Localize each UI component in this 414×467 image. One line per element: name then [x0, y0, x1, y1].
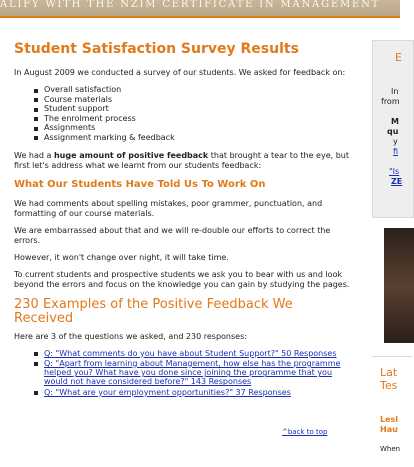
sidebar-text-fragment: In — [391, 87, 399, 96]
latest-heading-fragment: Tes — [380, 379, 398, 392]
work-paragraph-4: To current students and prospective students we ask you to bear with us and look beyond the errors and focus on the knowledge you can gain by studying the pages. — [14, 269, 350, 289]
work-paragraph-3: However, it won't change over night, it will take time. — [14, 252, 229, 262]
list-item — [14, 349, 354, 358]
list-item: The enrolment process — [14, 114, 354, 124]
list-item: Overall satisfaction — [14, 85, 354, 95]
feedback-post: that brought a tear to the eye, but first let's address what we learnt from our students feedback: — [14, 150, 349, 170]
question-link-employment[interactable]: Q: "What are your employment opportunities?" 37 Responses — [44, 387, 291, 397]
work-on-heading: What Our Students Have Told Us To Work On — [14, 178, 266, 190]
intro-text: In August 2009 we conducted a survey of our students. We asked for feedback on: — [14, 68, 346, 77]
sidebar-link-fragment[interactable]: ZE — [391, 177, 403, 186]
list-item: Assignment marking & feedback — [14, 133, 354, 143]
positive-feedback-heading: 230 Examples of the Positive Feedback We Received — [14, 296, 293, 326]
back-to-top-link[interactable]: ^back to top — [282, 428, 328, 436]
header-banner — [0, 0, 400, 18]
sidebar-text-fragment: from — [381, 97, 400, 106]
sidebar-text-fragment: M — [391, 117, 399, 126]
latest-text-fragment: When — [380, 445, 401, 453]
feedback-pre: We had a — [14, 150, 54, 160]
sidebar-link-fragment[interactable]: fi — [393, 147, 399, 156]
sidebar-latest-panel — [372, 356, 412, 467]
sidebar-photo — [384, 228, 414, 343]
questions-intro: Here are 3 of the questions we asked, and 230 responses: — [14, 331, 247, 341]
list-item: Student support — [14, 104, 354, 114]
banner-accent-line — [0, 16, 400, 18]
sidebar-text-fragment: qu — [387, 127, 399, 136]
sidebar-heading-fragment: E — [395, 51, 402, 64]
latest-item-fragment: Hau — [380, 425, 398, 434]
banner-tagline: ALIFY WITH THE NZIM CERTIFICATE IN MANAGEMENT — [0, 0, 381, 10]
sidebar-link-fragment[interactable]: "Is — [389, 167, 400, 176]
survey-topics-list — [14, 85, 354, 143]
feedback-paragraph — [14, 151, 354, 171]
list-item: Course materials — [14, 95, 354, 105]
list-item — [14, 359, 354, 387]
latest-item-fragment: Lesl — [380, 415, 399, 424]
question-link-programme[interactable]: Q: "Apart from learning about Management, how else has the programme helped you? What have you done since joining the programme that you would not have considered before?" 143 Responses — [44, 358, 341, 387]
list-item: Assignments — [14, 123, 354, 133]
latest-heading-fragment: Lat — [380, 366, 398, 379]
page-title: Student Satisfaction Survey Results — [14, 41, 299, 57]
main-content — [14, 22, 354, 403]
work-paragraph-2: We are embarrassed about that and we will re-double our efforts to correct the errors. — [14, 225, 331, 245]
list-item — [14, 388, 354, 397]
work-paragraph-1: We had comments about spelling mistakes, poor grammer, punctuation, and formatting of our course materials. — [14, 198, 323, 218]
sidebar-text-fragment: y — [393, 137, 398, 146]
question-link-support[interactable]: Q: "What comments do you have about Student Support?" 50 Responses — [44, 348, 337, 358]
sidebar-panel — [372, 40, 414, 218]
question-links-list — [14, 349, 354, 397]
feedback-bold: huge amount of positive feedback — [53, 150, 209, 160]
